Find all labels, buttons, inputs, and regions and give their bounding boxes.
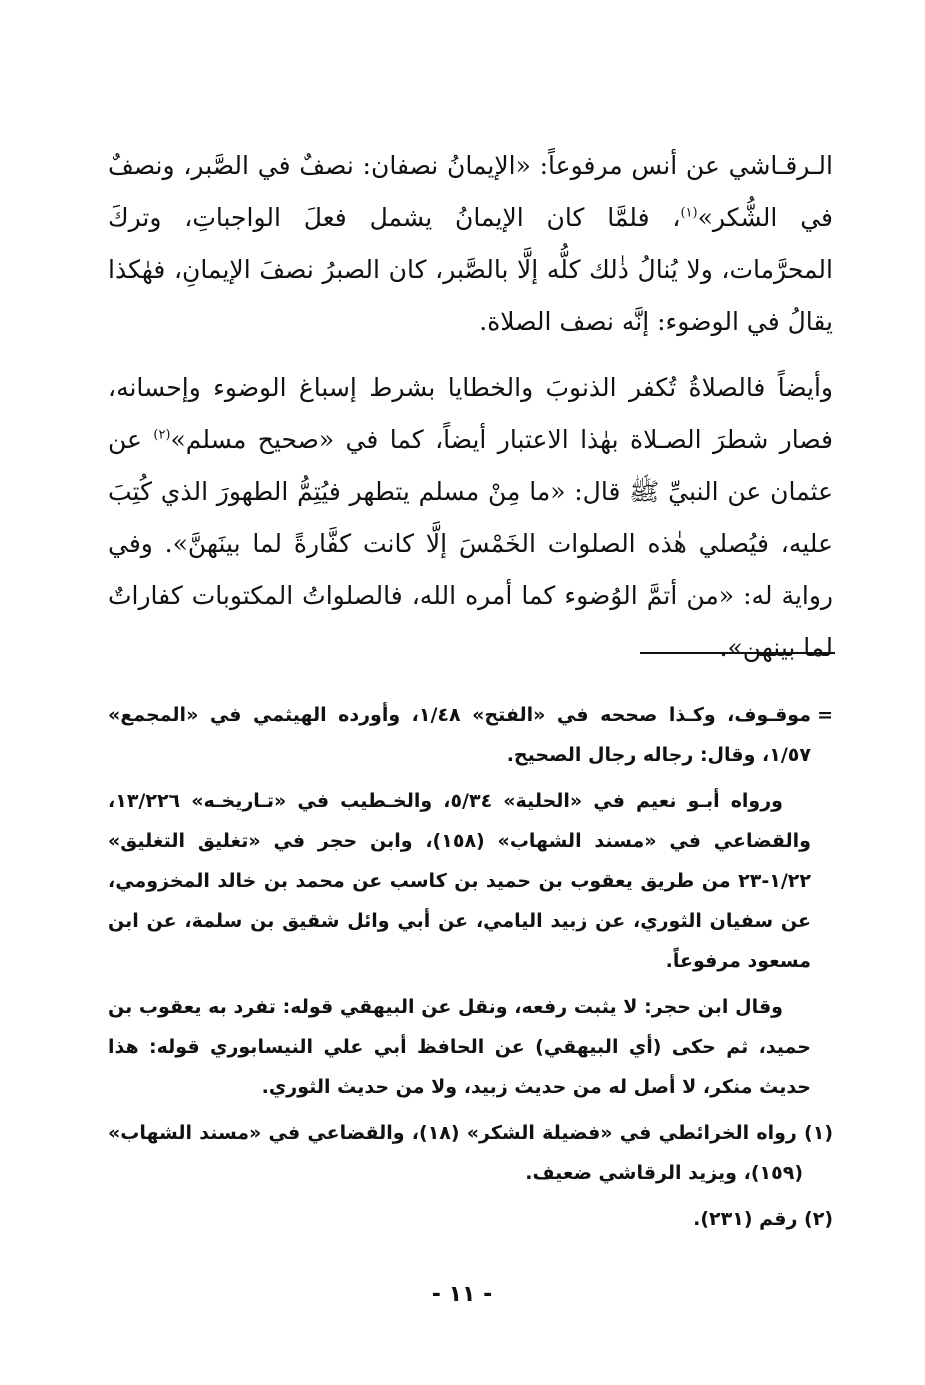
footnote-paragraph-3: وقال ابن حجر: لا يثبت رفعه، ونقل عن البيهقي قوله: تفرد به يعقوب بن حميد، ثم حكى (أي البيهقي) عن الحافظ أبي علي النيسابوري قوله: هذا حديث منكر، لا أصل له من حديث زبيد، ولا من حديث الثوري. (108, 996, 811, 1098)
paragraph-1-text: الـرقـاشي عن أنس مرفوعاً: «الإيمانُ نصفان: نصفٌ في الصَّبر، ونصفٌ في الشُّكر» (108, 151, 833, 232)
footnote-continuation-text: موقـوف، وكـذا صححه في «الفتح» ١/٤٨، وأورده الهيثمي في «المجمع» ١/٥٧، وقال: رجاله رجال الصحيح. (108, 704, 811, 766)
main-text (108, 140, 833, 674)
footnote-ref-2: (٢) (153, 427, 171, 443)
paragraph-2-text: وأيضاً فالصلاةُ تُكفر الذنوبَ والخطايا بشرط إسباغ الوضوء وإحسانه، فصار شطرَ الصـلاة بهٰذا الاعتبار أيضاً، كما في «صحيح مسلم» (108, 373, 833, 454)
paragraph-1-continued: ، فلمَّا كان الإيمانُ يشمل فعلَ الواجباتِ، وتركَ المحرَّمات، ولا يُنالُ ذٰلك كلُّه إلَّا بالصَّبر، كان الصبرُ نصفَ الإيمانِ، فهٰكذا يقالُ في الوضوء: إنَّه نصف الصلاة. (108, 203, 833, 336)
page-number: - ١١ - (431, 1282, 493, 1307)
footnote-ref-1: (١) (680, 205, 698, 221)
paragraph-1 (108, 140, 833, 348)
footnote-2: (٢) رقم (٢٣١). (693, 1208, 833, 1230)
footnote-separator (640, 652, 835, 654)
continuation-mark: = (817, 704, 833, 726)
footnotes (108, 695, 833, 1239)
footnote-continuation (108, 695, 833, 775)
footnote-1: (١) رواه الخرائطي في «فضيلة الشكر» (١٨)، والقضاعي في «مسند الشهاب» (١٥٩)، ويزيد الرقاشي ضعيف. (108, 1122, 834, 1184)
paragraph-2-continued: عن عثمان عن النبيِّ ﷺ قال: «ما مِنْ مسلم يتطهر فيُتِمُّ الطهورَ الذي كُتِبَ عليه، فيُصلي هٰذه الصلوات الخَمْسَ إلَّا كانت كفَّارةً لما بينَهنَّ». وفي رواية له: «من أتمَّ الوُضوء كما أمره الله، فالصلواتُ المكتوبات كفاراتٌ لما بينهن». (108, 425, 833, 662)
paragraph-2 (108, 362, 833, 674)
footnote-paragraph-2: ورواه أبـو نعيم في «الحلية» ٥/٣٤، والخـطيب في «تـاريخـه» ١٣/٢٢٦، والقضاعي في «مسند الشهاب» (١٥٨)، وابن حجر في «تغليق التغليق» ١/٢٢-٢٣ من طريق يعقوب بن حميد بن كاسب عن محمد بن خالد المخزومي، عن سفيان الثوري، عن زبيد اليامي، عن أبي وائل شقيق بن سلمة، عن ابن مسعود مرفوعاً. (108, 790, 811, 972)
